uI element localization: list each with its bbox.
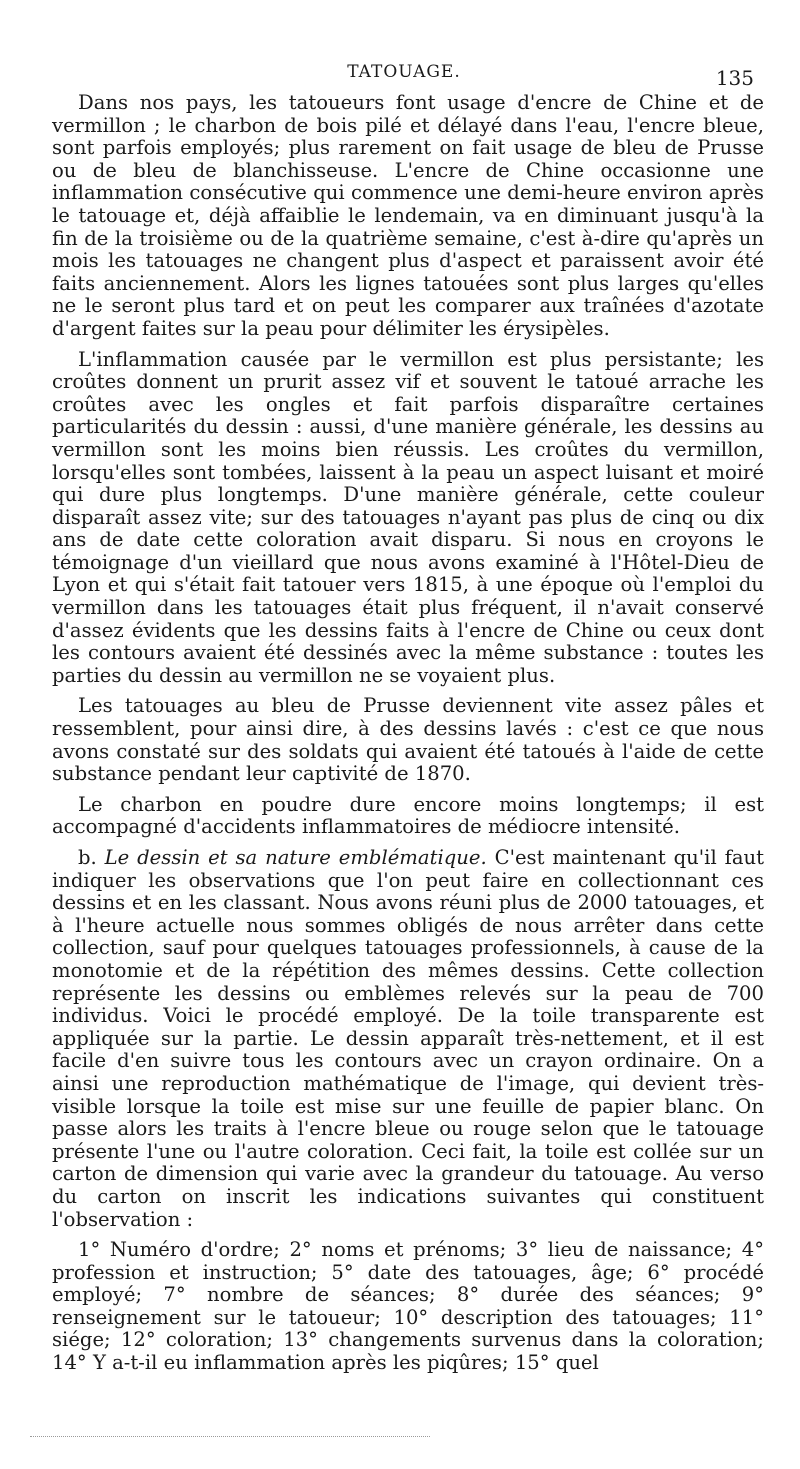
paragraph-drawing-method	[52, 847, 764, 1231]
running-title: TATOUAGE.	[347, 62, 461, 82]
paragraph-observation-list: 1° Numéro d'ordre; 2° noms et prénoms; 3° lieu de naissance; 4° profession et instruction; 5° date des tatouages, âge; 6° procédé employé; 7° nombre de séances; 8° durée des séances; 9° renseignement sur le tatoueur; 10° description des tatouages; 11° siége; 12° coloration; 13° changements survenus dans la coloration; 14° Y a-t-il eu inflammation après les piqûres; 15° quel	[52, 1238, 764, 1375]
page-header	[48, 58, 760, 88]
section-body: C'est maintenant qu'il faut indiquer les observations que l'on peut faire en collectionnant ces dessins et en les classant. Nous avons réuni plus de 2000 tatouages, et à l'heure actuelle nous sommes obligés de nous arrêter dans cette collection, sauf pour quelques tatouages professionnels, à cause de la monotomie et de la répétition des mêmes dessins. Cette collection représente les dessins ou emblèmes relevés sur la peau de 700 individus. Voici le procédé employé. De la toile transparente est appliquée sur la partie. Le dessin apparaît très-nettement, et il est facile d'en suivre tous les contours avec un crayon ordinaire. On a ainsi une reproduction mathématique de l'image, qui devient très-visible lorsque la toile est mise sur une feuille de papier blanc. On passe alors les traits à l'encre bleue ou rouge selon que le tatouage présente l'une ou l'autre coloration. Ceci fait, la toile est collée sur un carton de dimension qui varie avec la grandeur du tatouage. Au verso du carton on inscrit les indications suivantes qui constituent l'observation :	[52, 846, 765, 1231]
section-marker: b.	[78, 846, 105, 869]
paragraph-vermillion: L'inflammation causée par le vermillon est plus persistante; les croûtes donnent un prurit assez vif et souvent le tatoué arrache les croûtes avec les ongles et fait parfois disparaître certaines particularités du dessin : aussi, d'une manière générale, les dessins au vermillon sont les moins bien réussis. Les croûtes du vermillon, lorsqu'elles sont tombées, laissent à la peau un aspect luisant et moiré qui dure plus longtemps. D'une manière générale, cette couleur disparaît assez vite; sur des tatouages n'ayant pas plus de cinq ou dix ans de date cette coloration avait disparu. Si nous en croyons le témoignage d'un vieillard que nous avons examiné à l'Hôtel-Dieu de Lyon et qui s'était fait tatouer vers 1815, à une époque où l'emploi du vermillon dans les tatouages était plus fréquent, il n'avait conservé d'assez évidents que les dessins faits à l'encre de Chine ou ceux dont les contours avaient été dessinés avec la même substance : toutes les parties du dessin au vermillon ne se voyaient plus.	[52, 347, 764, 687]
page-number: 135	[715, 66, 754, 90]
body-text	[52, 92, 764, 1379]
footer-rule	[30, 1436, 430, 1437]
paragraph-prussian-blue: Les tatouages au bleu de Prusse deviennent vite assez pâles et ressemblent, pour ainsi dire, à des dessins lavés : c'est ce que nous avons constaté sur des soldats qui avaient été tatoués à l'aide de cette substance pendant leur captivité de 1870.	[52, 694, 764, 786]
paragraph-charcoal: Le charbon en poudre dure encore moins longtemps; il est accompagné d'accidents inflammatoires de médiocre intensité.	[52, 792, 764, 839]
paragraph-ink-types: Dans nos pays, les tatoueurs font usage d'encre de Chine et de vermillon ; le charbon de bois pilé et délayé dans l'eau, l'encre bleue, sont parfois employés; plus rarement on fait usage de bleu de Prusse ou de bleu de blanchisseuse. L'encre de Chine occasionne une inflammation consécutive qui commence une demi-heure environ après le tatouage et, déjà affaiblie le lendemain, va en diminuant jusqu'à la fin de la troisième ou de la quatrième semaine, c'est à-dire qu'après un mois les tatouages ne changent plus d'aspect et paraissent avoir été faits anciennement. Alors les lignes tatouées sont plus larges qu'elles ne le seront plus tard et on peut les comparer aux traînées d'azotate d'argent faites sur la peau pour délimiter les érysipèles.	[52, 91, 764, 340]
section-title: Le dessin et sa nature emblématique.	[104, 846, 487, 869]
